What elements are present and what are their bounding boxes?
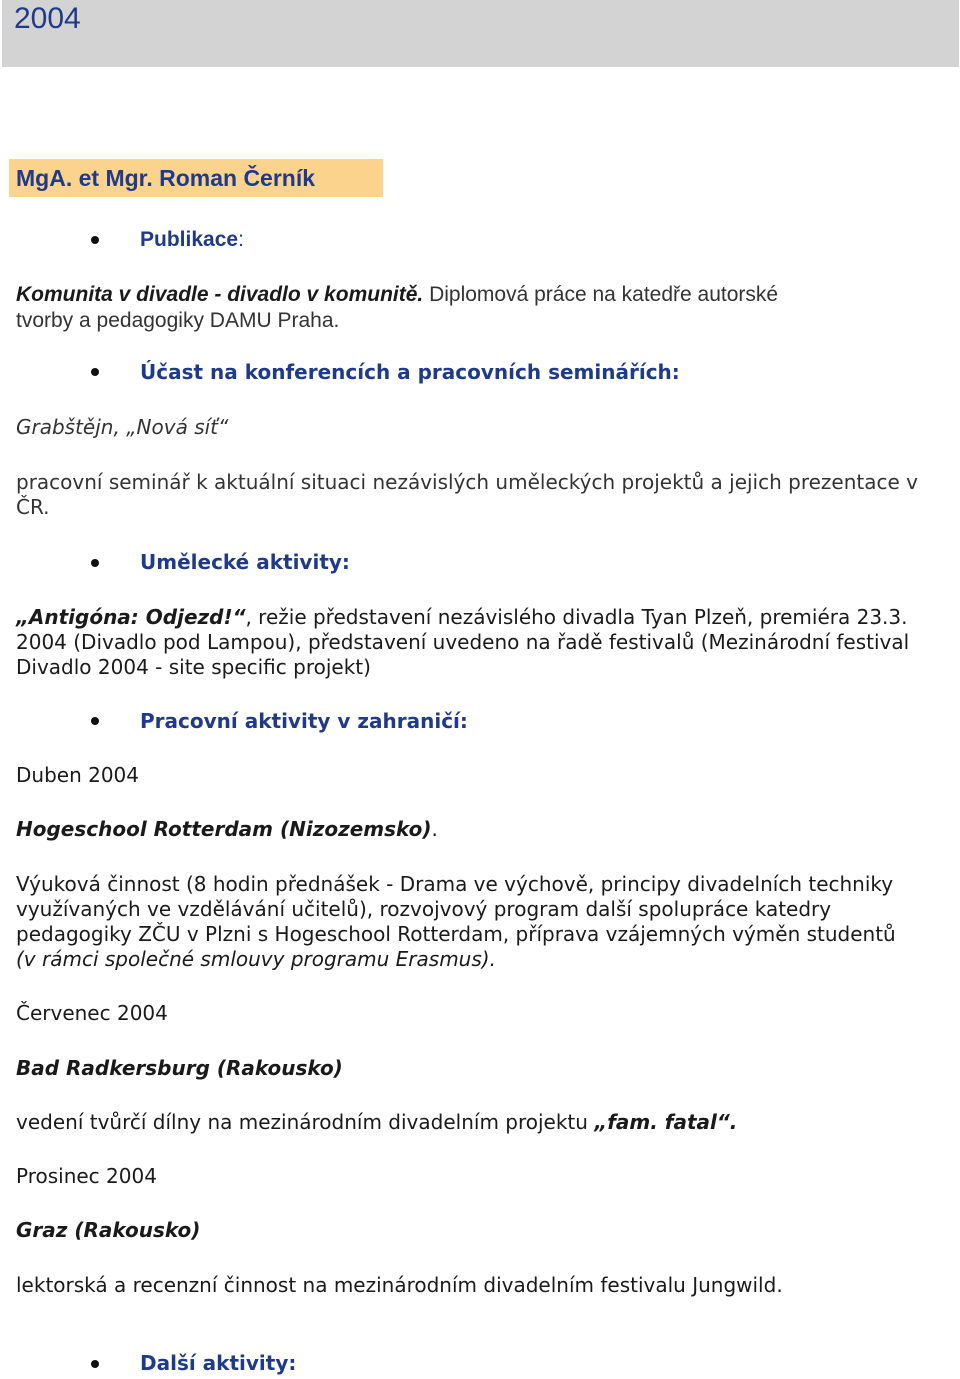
publication-item-line2: tvorby a pedagogiky DAMU Praha. (16, 309, 340, 332)
year-header-bar (2, 0, 959, 67)
section-heading-konference: Účast na konferencích a pracovních seminářích: (140, 360, 680, 384)
entry-place: Graz (Rakousko) (16, 1218, 201, 1242)
conference-event-desc-line1: pracovní seminář k aktuální situaci nezávislých uměleckých projektů a jejich prezentace v (16, 470, 918, 494)
section-heading-dalsi: Další aktivity: (140, 1351, 297, 1375)
artistic-activity-line3: Divadlo 2004 - site specific projekt) (16, 655, 371, 679)
section-heading-zahranici: Pracovní aktivity v zahraničí: (140, 709, 468, 733)
entry-place: Bad Radkersburg (Rakousko) (16, 1056, 343, 1080)
artistic-activity-line1: „Antigóna: Odjezd!“, režie představení nezávislého divadla Tyan Plzeň, premiéra 23.3. (16, 605, 908, 629)
bullet-icon (91, 559, 99, 567)
entry-desc-line4: (v rámci společné smlouvy programu Erasmus). (16, 947, 496, 971)
conference-event-title: Grabštějn, „Nová síť“ (16, 415, 229, 439)
entry-place: Hogeschool Rotterdam (Nizozemsko). (16, 817, 438, 841)
section-heading-publikace: Publikace: (140, 228, 244, 251)
bullet-icon (91, 717, 99, 725)
year-title: 2004 (14, 2, 81, 35)
bullet-icon (91, 1360, 99, 1368)
person-name: MgA. et Mgr. Roman Černík (16, 165, 316, 191)
entry-desc-line1: Výuková činnost (8 hodin přednášek - Drama ve výchově, principy divadelních techniky (16, 872, 894, 896)
entry-desc: lektorská a recenzní činnost na mezinárodním divadelním festivalu Jungwild. (16, 1273, 783, 1297)
publication-item-line1: Komunita v divadle - divadlo v komunitě. Diplomová práce na katedře autorské (16, 283, 779, 306)
bullet-icon (91, 368, 99, 376)
entry-date: Prosinec 2004 (16, 1164, 157, 1188)
bullet-icon (91, 236, 99, 244)
entry-desc-line2: využívaných ve vzdělávání učitelů), rozvojvový program další spolupráce katedry (16, 897, 832, 921)
section-heading-umelecke: Umělecké aktivity: (140, 550, 350, 574)
entry-desc: vedení tvůrčí dílny na mezinárodním divadelním projektu „fam. fatal“. (16, 1110, 738, 1134)
entry-date: Červenec 2004 (16, 1001, 168, 1025)
entry-date: Duben 2004 (16, 763, 140, 787)
entry-desc-line3: pedagogiky ZČU v Plzni s Hogeschool Rotterdam, příprava vzájemných výměn studentů (16, 922, 896, 946)
conference-event-desc-line2: ČR. (16, 495, 50, 519)
artistic-activity-line2: 2004 (Divadlo pod Lampou), představení uvedeno na řadě festivalů (Mezinárodní festival (16, 630, 910, 654)
